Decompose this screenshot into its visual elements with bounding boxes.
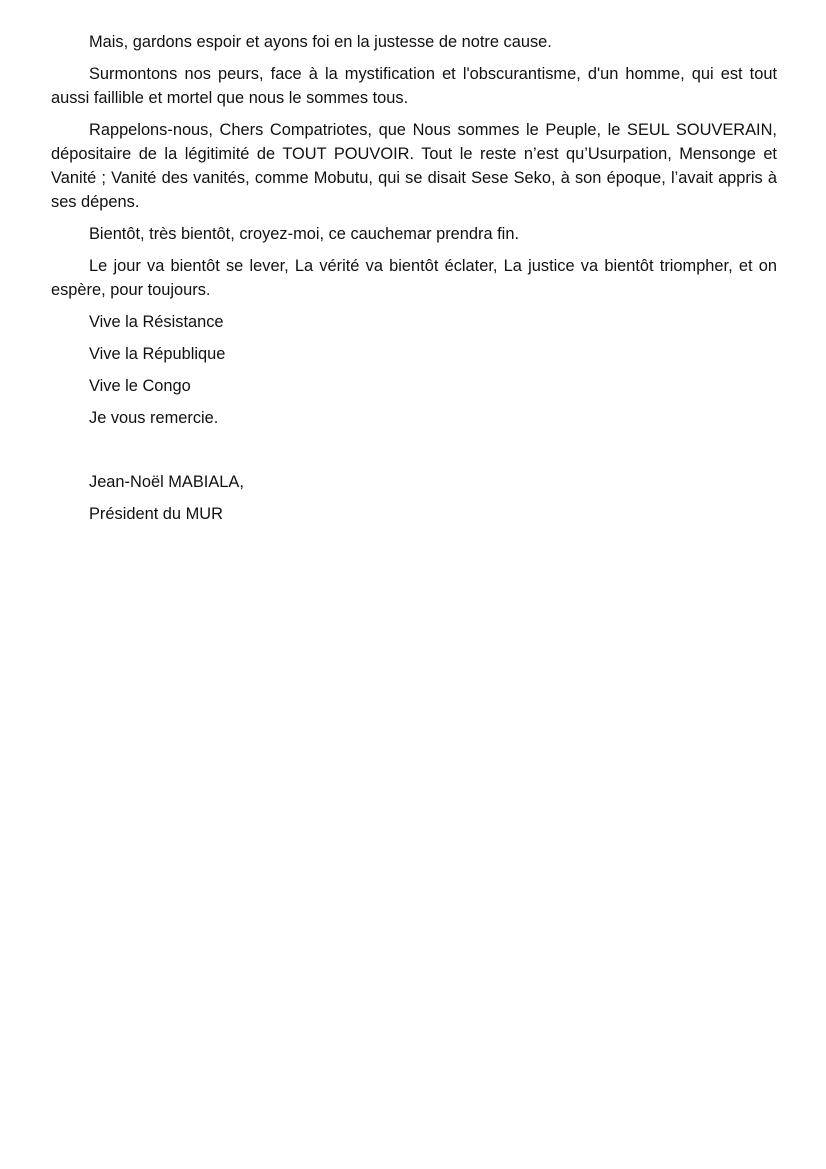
paragraph-hope: Mais, gardons espoir et ayons foi en la justesse de notre cause.: [89, 33, 552, 51]
paragraph-new-day: Le jour va bientôt se lever, La vérité va bientôt éclater, La justice va bientôt triompher, et on espère, pour toujours.: [51, 257, 777, 299]
closing-line: Vive la Résistance: [89, 313, 224, 331]
signature-spacer: [51, 438, 777, 470]
paragraph-fears: Surmontons nos peurs, face à la mystification et l'obscurantisme, d'un homme, qui est tout aussi faillible et mortel que nous le sommes tous.: [51, 65, 777, 107]
paragraph-nightmare-end: Bientôt, très bientôt, croyez-moi, ce cauchemar prendra fin.: [89, 225, 519, 243]
signature-name: Jean-Noël MABIALA,: [89, 473, 244, 491]
closing-line: Vive la République: [89, 345, 226, 363]
document-page: [51, 30, 777, 534]
paragraph-sovereign-people: Rappelons-nous, Chers Compatriotes, que Nous sommes le Peuple, le SEUL SOUVERAIN, dépositaire de la légitimité de TOUT POUVOIR. Tout le reste n’est qu’Usurpation, Mensonge et Vanité ; Vanité des vanités, comme Mobutu, qui se disait Sese Seko, à son époque, l’avait appris à ses dépens.: [51, 121, 777, 211]
closing-thanks: Je vous remercie.: [89, 409, 219, 427]
closing-line: Vive le Congo: [89, 377, 191, 395]
signature-title: Président du MUR: [89, 505, 223, 523]
